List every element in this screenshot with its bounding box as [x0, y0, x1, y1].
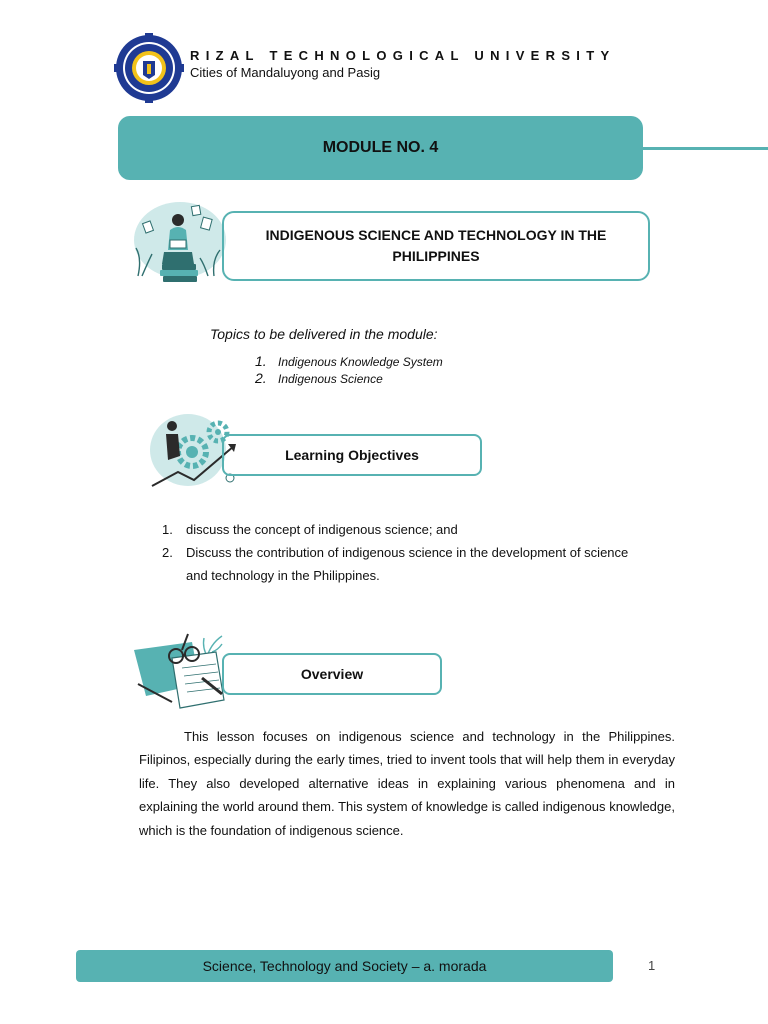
objective-number: 1. [162, 522, 173, 537]
notebook-glasses-illustration [132, 624, 232, 714]
topic-text: Indigenous Science [278, 372, 383, 386]
objective-text: Discuss the contribution of indigenous science in the development of science [186, 545, 629, 560]
footer-text: Science, Technology and Society – a. morada [202, 958, 487, 974]
topic-number: 2. [255, 370, 267, 386]
university-seal-icon [114, 33, 184, 103]
module-title: MODULE NO. 4 [322, 139, 439, 156]
university-name: RIZAL TECHNOLOGICAL UNIVERSITY [190, 48, 616, 63]
topic-item [255, 353, 443, 369]
lesson-title-box [222, 211, 650, 281]
module-banner-line [643, 147, 768, 150]
topic-text: Indigenous Knowledge System [278, 355, 443, 369]
list-item [162, 518, 458, 541]
learning-objectives-heading: Learning Objectives [285, 447, 419, 463]
objective-text-continued: and technology in the Philippines. [186, 568, 380, 583]
university-campus: Cities of Mandaluyong and Pasig [190, 65, 381, 80]
learning-objectives-box [222, 434, 482, 476]
topics-label: Topics to be delivered in the module: [210, 326, 438, 342]
overview-paragraph: This lesson focuses on indigenous science and technology in the Philippines. Filipinos, especially during the early times, tried to invent tools that will help them in everyday life. They also developed alternative ideas in explaining various phenomena and in explaining the world around them. This system of knowledge is called indigenous knowledge, which is the foundation of indigenous science. [139, 729, 675, 838]
list-item [162, 541, 628, 564]
topic-number: 1. [255, 353, 267, 369]
objective-text: discuss the concept of indigenous science; and [186, 522, 458, 537]
lesson-title: INDIGENOUS SCIENCE AND TECHNOLOGY IN THE PHILIPPINES [265, 227, 607, 264]
reading-woman-illustration [128, 196, 228, 286]
page-number: 1 [648, 958, 656, 973]
topic-item [255, 370, 383, 386]
overview-box [222, 653, 442, 695]
overview-heading: Overview [300, 666, 364, 682]
objective-number: 2. [162, 545, 173, 560]
